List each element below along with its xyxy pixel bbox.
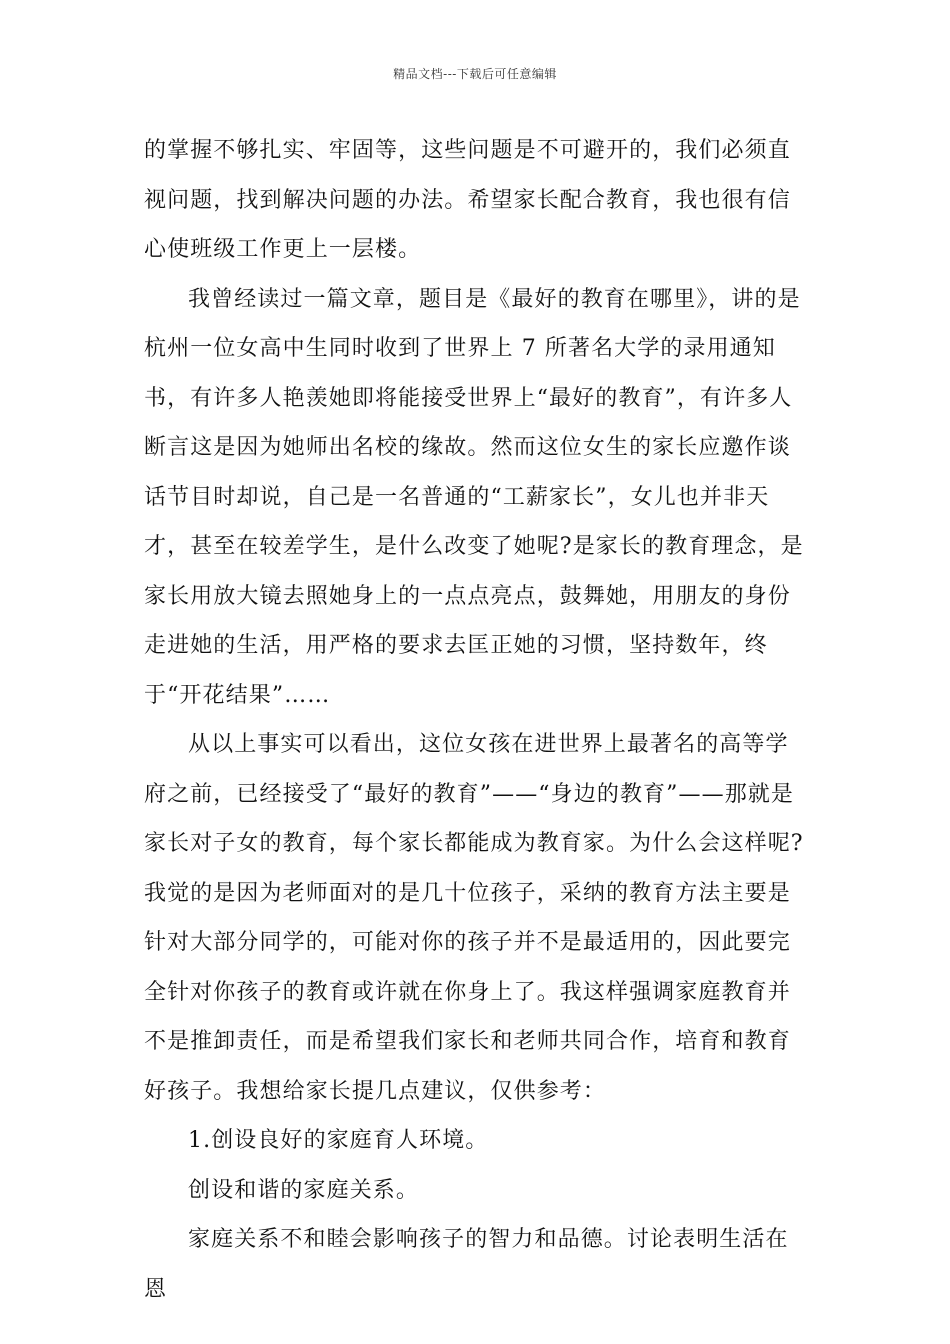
subheading: 创设和谐的家庭关系。 [188,1177,420,1203]
paragraph-2: 我曾经读过一篇文章，题目是《最好的教育在哪里》，讲的是杭州一位女高中生同时收到了世界上 7 所著名大学的录用通知书，有许多人艳羡她即将能接受世界上“最好的教育”，有许多人断言这是因为她师出名校的缘故。然而这位女生的家长应邀作谈话节目时却说，自己是一名普通的“工薪家长”，女儿也并非天才，甚至在较差学生，是什么改变了她呢?是家长的教育理念，是家长用放大镜去照她身上的一点点亮点，鼓舞她，用朋友的身份走进她的生活，用严格的要求去匡正她的习惯，坚持数年，终于“开花结果”…… [144,286,804,708]
paragraph-6: 家庭关系不和睦会影响孩子的智力和品德。讨论表明生活在恩 [144,1227,789,1302]
document-body [144,126,810,1314]
list-item-1: 1.创设良好的家庭育人环境。 [188,1128,489,1153]
paragraph-3: 从以上事实可以看出，这位女孩在进世界上最著名的高等学府之前，已经接受了“最好的教育”——“身边的教育”——那就是家长对子女的教育，每个家长都能成为教育家。为什么会这样呢?我觉的是因为老师面对的是几十位孩子，采纳的教育方法主要是针对大部分同学的，可能对你的孩子并不是最适用的，因此要完全针对你孩子的教育或许就在你身上了。我这样强调家庭教育并不是推卸责任，而是希望我们家长和老师共同合作，培育和教育好孩子。我想给家长提几点建议，仅供参考： [144,732,804,1104]
page-header: 精品文档---下载后可任意编辑 [393,67,557,81]
paragraph-1: 的掌握不够扎实、牢固等，这些问题是不可避开的，我们必须直视问题，找到解决问题的办法。希望家长配合教育，我也很有信心使班级工作更上一层楼。 [144,138,791,262]
